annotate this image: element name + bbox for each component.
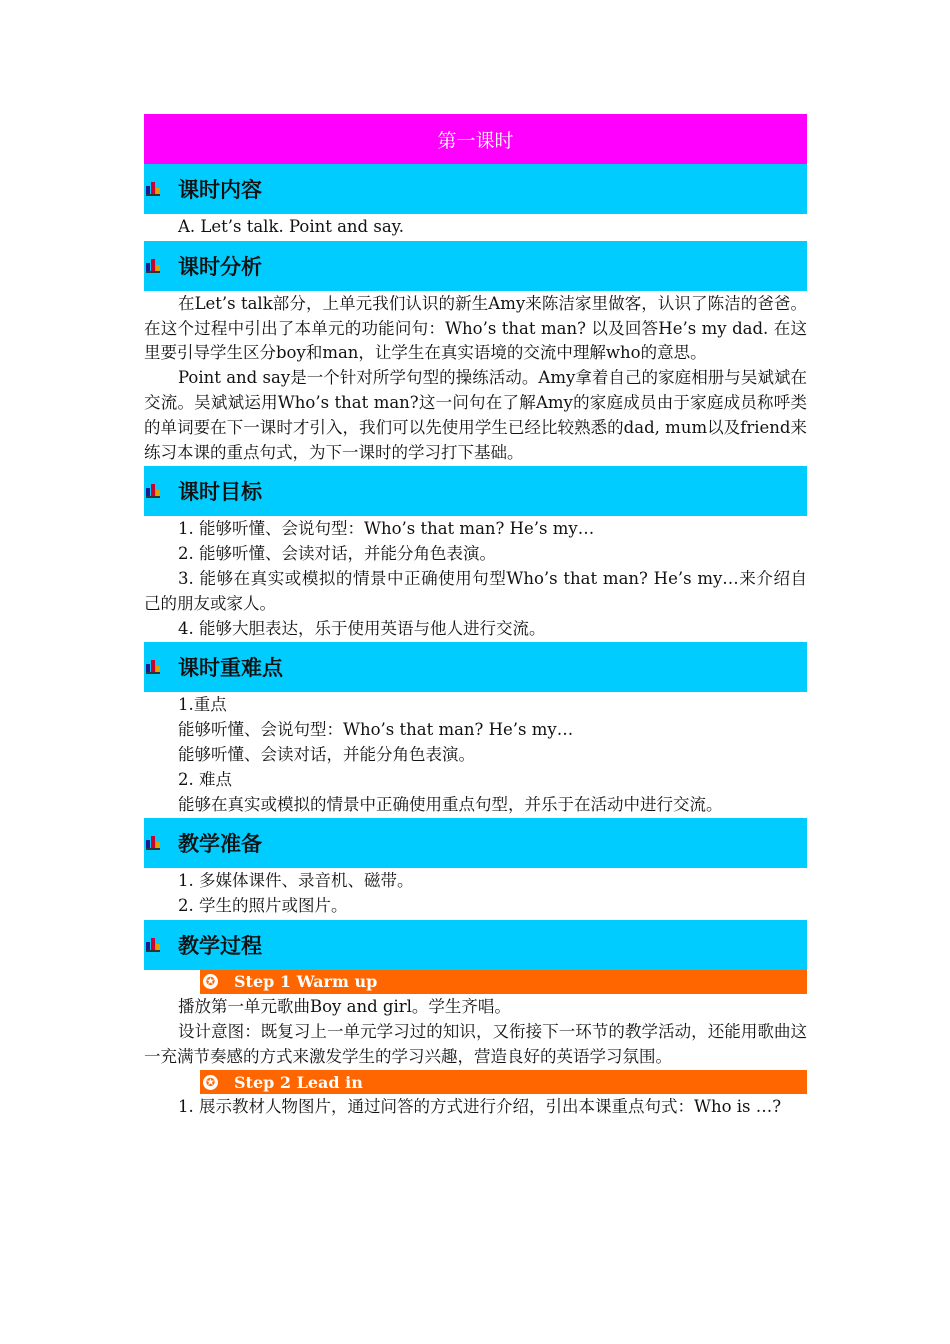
step-2-body [144,1094,807,1121]
analysis-paragraph: Point and say是一个针对所学句型的操练活动。Amy拿着自己的家庭相册与吴斌斌在交流。吴斌斌运用Who’s that man?这一问句在了解Amy的家庭成员由于家庭成员称呼类的单词要在下一课时才引入，我们可以先使用学生已经比较熟悉的dad, mum以及friend来练习本课的重点句式，为下一课时的学习打下基础。 [144,368,807,462]
bar-chart-bullet-icon [146,259,160,273]
step-1-body [144,994,807,1070]
star-circle-icon: ✪ [203,1075,218,1090]
step-label: Step 1 Warm up [234,972,378,992]
bar-chart-bullet-icon [146,938,160,952]
preparation-item: 1. 多媒体课件、录音机、磁带。 [178,871,414,891]
lesson-plan-page [144,114,807,1121]
section-body-preparation [144,868,807,920]
section-heading-keypoints [144,642,807,692]
step-line: 设计意图：既复习上一单元学习过的知识，又衔接下一环节的教学活动，还能用歌曲这一充满节奏感的方式来激发学生的学习兴趣，营造良好的英语学习氛围。 [144,1021,807,1066]
step-2-heading [200,1070,807,1094]
section-heading-label: 教学准备 [178,832,262,857]
goal-item: 3. 能够在真实或模拟的情景中正确使用句型Who’s that man? He’s my…来介绍自己的朋友或家人。 [144,568,807,613]
section-heading-label: 课时重难点 [178,656,283,681]
preparation-item: 2. 学生的照片或图片。 [178,896,348,916]
star-circle-icon: ✪ [203,974,218,989]
section-heading-process [144,920,807,970]
bar-chart-bullet-icon [146,182,160,196]
section-heading-label: 课时内容 [178,178,262,202]
step-line: 1. 展示教材人物图片，通过问答的方式进行介绍，引出本课重点句式：Who is …? [178,1097,782,1117]
section-heading-goals [144,466,807,516]
keypoint-line: 能够听懂、会说句型：Who’s that man? He’s my… [178,720,574,740]
goal-item: 2. 能够听懂、会读对话，并能分角色表演。 [178,544,496,564]
analysis-paragraph: 在Let’s talk部分，上单元我们认识的新生Amy来陈洁家里做客，认识了陈洁的爸爸。在这个过程中引出了本单元的功能问句：Who’s that man? 以及回答He’s my dad. 在这里要引导学生区分boy和man，让学生在真实语境的交流中理解who的意思。 [144,293,807,363]
step-1-heading [200,970,807,994]
section-heading-label: 课时目标 [178,480,262,505]
section-heading-analysis [144,241,807,291]
bar-chart-bullet-icon [146,660,160,674]
section-body-content [144,214,807,241]
section-heading-label: 课时分析 [178,254,262,279]
step-line: 播放第一单元歌曲Boy and girl。学生齐唱。 [178,996,511,1016]
keypoint-line: 能够听懂、会读对话，并能分角色表演。 [178,744,475,764]
content-line: A. Let’s talk. Point and say. [178,217,405,236]
section-body-analysis [144,291,807,467]
keypoint-line: 能够在真实或模拟的情景中正确使用重点句型，并乐于在活动中进行交流。 [178,794,723,814]
bar-chart-bullet-icon [146,836,160,850]
lesson-title: 第一课时 [144,114,807,164]
section-heading-label: 教学过程 [178,933,262,958]
section-body-goals [144,516,807,642]
section-body-keypoints [144,692,807,818]
bar-chart-bullet-icon [146,484,160,498]
step-label: Step 2 Lead in [234,1072,363,1092]
goal-item: 4. 能够大胆表达，乐于使用英语与他人进行交流。 [178,618,546,638]
keypoint-line: 1.重点 [178,695,227,715]
keypoint-line: 2. 难点 [178,769,232,789]
goal-item: 1. 能够听懂、会说句型：Who’s that man? He’s my… [178,519,595,539]
section-heading-content [144,164,807,214]
section-heading-preparation [144,818,807,868]
